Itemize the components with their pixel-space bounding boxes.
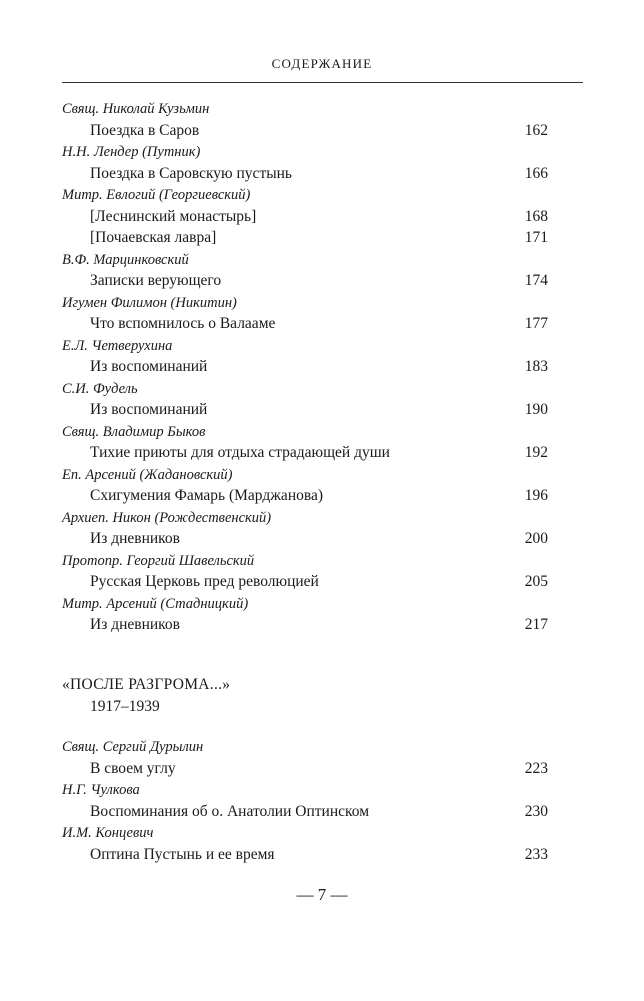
toc-entry-page: 233 [524,845,548,863]
toc-entry [62,163,548,185]
toc-entry-title: Из воспоминаний [90,358,208,375]
toc-entry [62,313,548,335]
toc-author: Митр. Евлогий (Георгиевский) [62,187,251,203]
toc-entry-title: Воспоминания об о. Анатолии Оптинском [90,802,370,820]
toc-author: Протопр. Георгий Шавельский [62,552,255,569]
toc-entry [62,614,548,636]
toc-entry [62,206,548,228]
toc-entry-page: 171 [524,229,548,246]
toc-entry-page: 205 [524,573,548,590]
running-header: СОДЕРЖАНИЕ [271,56,373,71]
toc-entry-page: 196 [524,487,548,504]
toc-entry [62,801,548,823]
toc-entry-title: Что вспомнилось о Валааме [90,315,276,332]
section-years: 1917–1939 [90,698,160,715]
toc-entry-title: Схигумения Фамарь (Марджанова) [90,487,324,504]
toc-entry [62,399,548,421]
toc-entry-title: Русская Церковь пред революцией [90,573,319,590]
toc-author: Е.Л. Четверухина [62,337,173,354]
toc-entry [62,270,548,292]
toc-entry [62,120,548,142]
toc-entry-title: Записки верующего [90,272,222,289]
toc-entry-title: Поездка в Саровскую пустынь [90,164,292,182]
toc-author: Митр. Арсений (Стадницкий) [62,595,249,612]
toc-entry-page: 183 [524,358,548,375]
toc-entry [62,227,548,249]
toc-author: Архиеп. Никон (Рождественский) [62,509,272,526]
toc-entry-title: Из дневников [90,616,180,633]
toc-author: Свящ. Николай Кузьмин [62,101,210,117]
toc-entry-title: Поездка в Саров [90,121,200,139]
toc-entry-page: 162 [524,121,548,139]
toc-author: В.Ф. Марцинковский [62,251,189,268]
toc-entry-page: 200 [524,530,548,547]
toc-entry-page: 230 [524,802,548,820]
toc-author: Н.Н. Лендер (Путник) [62,144,201,160]
page-number: — 7 — [296,885,348,904]
toc-author: Н.Г. Чулкова [62,782,140,798]
toc-entry-page: 192 [524,444,548,461]
toc-entry-title: Из дневников [90,530,180,547]
toc-author: Свящ. Сергий Дурылин [62,739,204,755]
toc-author: Еп. Арсений (Жадановский) [62,466,233,483]
toc-author: Свящ. Владимир Быков [62,423,206,440]
toc-author: С.И. Фудель [62,380,138,397]
toc-entry-page: 217 [524,616,548,633]
toc-entry [62,571,548,593]
toc-entry-title: Оптина Пустынь и ее время [90,845,275,863]
toc-entry [62,356,548,378]
toc-entry-page: 168 [524,207,548,225]
toc-entry [62,844,548,866]
toc-entry-title: [Почаевская лавра] [90,229,217,246]
toc-entry-title: [Леснинский монастырь] [90,207,257,225]
toc-entry-title: В своем углу [90,759,176,777]
toc-author: Игумен Филимон (Никитин) [62,294,237,311]
toc-entry-title: Тихие приюты для отдыха страдающей души [90,444,390,461]
section-title: «ПОСЛЕ РАЗГРОМА...» [62,676,231,693]
toc-entry-page: 177 [524,315,548,332]
toc-entry-page: 174 [524,272,548,289]
toc-author: И.М. Концевич [62,825,154,841]
header-rule [62,82,583,83]
toc-entry-page: 190 [524,401,548,418]
toc-entry-page: 223 [524,759,548,777]
toc-entry [62,442,548,464]
toc-entry [62,528,548,550]
toc-entry [62,485,548,507]
toc-entry [62,758,548,780]
toc-entry-page: 166 [524,164,548,182]
toc-entry-title: Из воспоминаний [90,401,208,418]
